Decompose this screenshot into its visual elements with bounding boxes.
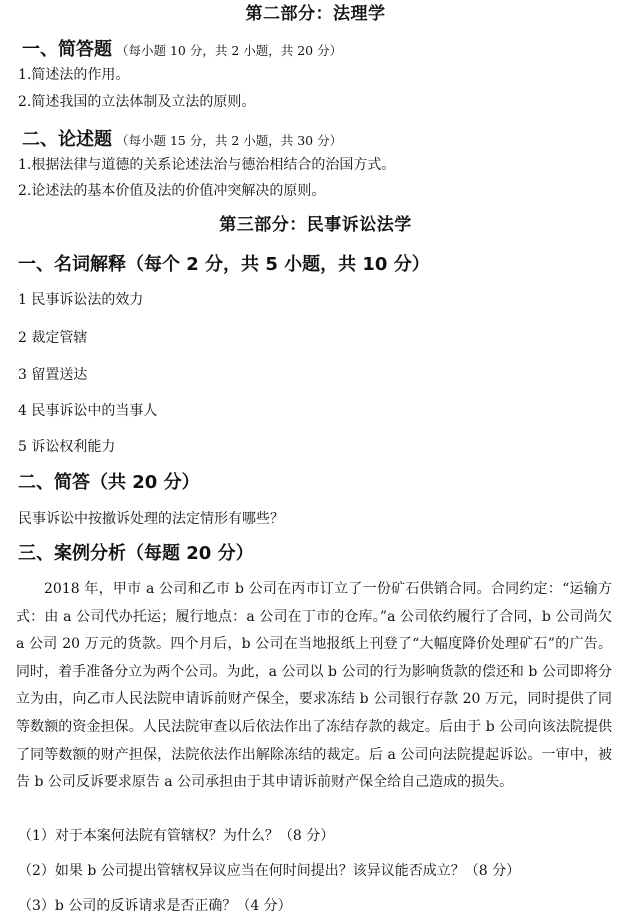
part2-sec1-item-2: 2.简述我国的立法体制及立法的原则。 — [18, 94, 256, 110]
part2-sec1-heading — [22, 41, 342, 59]
part3-term-5: 5 诉讼权利能力 — [18, 439, 116, 455]
part3-term-1: 1 民事诉讼法的效力 — [18, 292, 144, 308]
part2-sec2-head: 二、论述题 — [22, 129, 112, 150]
case-question-2: （2）如果 b 公司提出管辖权异议应当在何时间提出？该异议能否成立？（8 分） — [18, 863, 521, 879]
part3-sec2-heading: 二、简答（共 20 分） — [18, 472, 200, 493]
part2-sec2-note: （每小题 15 分，共 2 小题，共 30 分） — [116, 133, 343, 148]
part3-term-2: 2 裁定管辖 — [18, 330, 88, 346]
part2-sec1-head: 一、简答题 — [22, 39, 112, 60]
case-question-3: （3）b 公司的反诉请求是否正确？（4 分） — [18, 898, 292, 914]
part2-sec1-item-1: 1.简述法的作用。 — [18, 67, 130, 83]
part2-sec2-item-2: 2.论述法的基本价值及法的价值冲突解决的原则。 — [18, 183, 326, 199]
part3-sec3-heading: 三、案例分析（每题 20 分） — [18, 543, 254, 564]
part2-sec1-note: （每小题 10 分，共 2 小题，共 20 分） — [116, 43, 343, 58]
part3-term-3: 3 留置送达 — [18, 367, 88, 383]
part3-term-4: 4 民事诉讼中的当事人 — [18, 403, 158, 419]
part3-title: 第三部分：民事诉讼法学 — [219, 215, 412, 235]
part2-sec2-heading — [22, 131, 342, 149]
case-question-1: （1）对于本案何法院有管辖权？为什么？（8 分） — [18, 828, 335, 844]
part2-title: 第二部分：法理学 — [245, 4, 386, 24]
case-paragraph: 2018 年，甲市 a 公司和乙市 b 公司在丙市订立了一份矿石供销合同。合同约定：“运输方式：由 a 公司代办托运；履行地点：a 公司在丁市的仓库。”a 公司依约履行了合同，b 公司尚欠 a 公司 20 万元的货款。四个月后，b 公司在当地报纸上刊登了“大幅度降价处理矿石”的广告。同时，着手准备分立为两个公司。为此，a 公司以 b 公司的行为影响货款的偿还和 b 公司即将分立为由，向乙市人民法院申请诉前财产保全，要求冻结 b 公司银行存款 20 万元，同时提供了同等数额的资金担保。人民法院审查以后依法作出了冻结存款的裁定。后由于 b 公司向该法院提供了同等数额的财产担保，法院依法作出解除冻结的裁定。后 a 公司向法院提起诉讼。一审中，被告 b 公司反诉要求原告 a 公司承担由于其申请诉前财产保全给自己造成的损失。 — [16, 581, 612, 791]
part3-short-question: 民事诉讼中按撤诉处理的法定情形有哪些？ — [18, 511, 284, 527]
part3-sec1-heading: 一、名词解释（每个 2 分，共 5 小题，共 10 分） — [18, 254, 430, 275]
part2-sec2-item-1: 1.根据法律与道德的关系论述法治与德治相结合的治国方式。 — [18, 157, 396, 173]
